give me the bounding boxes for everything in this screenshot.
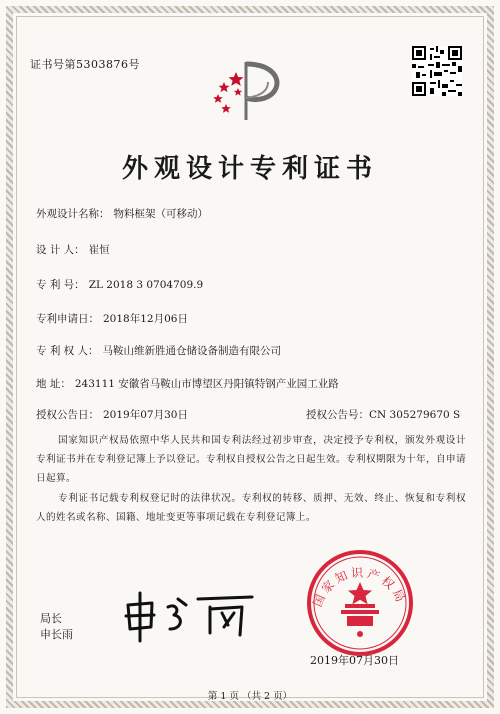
designer-row (36, 242, 110, 257)
certificate-number: 证书号第5303876号 (30, 58, 140, 71)
grant-row (36, 407, 461, 422)
patentee-value: 马鞍山维新胜通仓储设备制造有限公司 (102, 345, 282, 357)
designer-label: 设 计 人： (36, 244, 85, 256)
patentee-label: 专 利 权 人： (36, 345, 99, 357)
qr-code-icon (412, 46, 462, 96)
director-title: 局长 (40, 612, 62, 625)
director-name: 申长雨 (40, 628, 73, 641)
official-seal-icon (305, 548, 415, 658)
paragraph-grant-statement: 国家知识产权局依照中华人民共和国专利法经过初步审查，决定授予专利权，颁发外观设计专利证书并在专利登记簿上予以登记。专利权自授权公告之日起生效。专利权期限为十年，自申请日起算。 (36, 435, 466, 484)
seal-text: 国家知识产权局 (310, 565, 409, 609)
paragraph-legal-status: 专利证书记载专利权登记时的法律状况。专利权的转移、质押、无效、终止、恢复和专利权人的姓名或名称、国籍、地址变更等事项记载在专利登记簿上。 (36, 493, 466, 523)
design-name-value: 物料框架（可移动） (113, 208, 208, 220)
certificate-title: 外观设计专利证书 (121, 154, 378, 184)
design-name-label: 外观设计名称： (36, 208, 110, 220)
filing-date-value: 2018年12月06日 (103, 313, 188, 325)
patent-number-label: 专 利 号： (36, 279, 85, 291)
grant-date-value: 2019年07月30日 (103, 409, 188, 421)
patent-number-row (36, 277, 203, 292)
patentee-row (36, 343, 281, 358)
patent-number-value: ZL 2018 3 0704709.9 (88, 279, 204, 291)
filing-date-row (36, 311, 188, 326)
address-value: 243111 安徽省马鞍山市博望区丹阳镇特钢产业园工业路 (74, 378, 339, 390)
address-row (36, 376, 339, 391)
address-label: 地 址： (36, 378, 71, 390)
grant-number-label: 授权公告号： (306, 409, 369, 421)
page-footer: 第 1 页 （共 2 页） (207, 691, 293, 702)
design-name-row (36, 206, 208, 221)
filing-date-label: 专利申请日： (36, 313, 99, 325)
grant-number-value: CN 305279670 S (369, 409, 461, 421)
seal-date: 2019年07月30日 (310, 654, 399, 667)
director-signature-icon (118, 585, 258, 645)
grant-date-label: 授权公告日： (36, 409, 99, 421)
patent-office-emblem-icon (202, 58, 288, 124)
designer-value: 崔恒 (88, 244, 110, 256)
